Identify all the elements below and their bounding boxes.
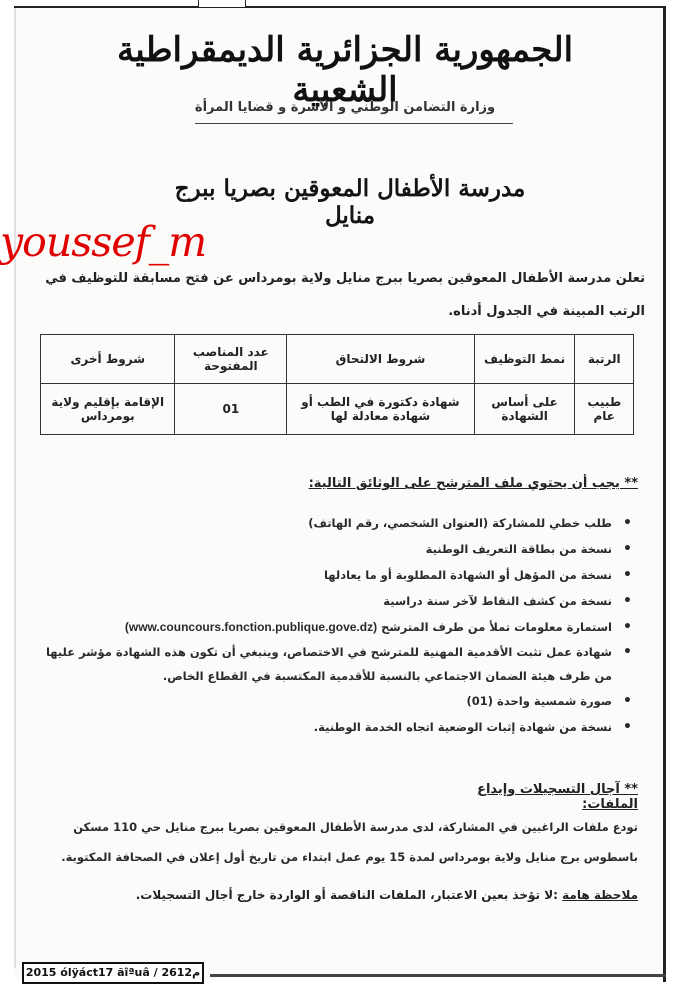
documents-list: [40, 510, 640, 740]
page-top-tab: [198, 0, 246, 8]
table-header-cell: نمط التوظيف: [474, 335, 575, 384]
bullet-icon: •: [623, 567, 632, 583]
table-row: [41, 384, 634, 435]
page-edge: [14, 8, 16, 968]
page-border-right: [663, 6, 666, 982]
school-heading: مدرسة الأطفال المعوقين بصريا ببرج منايل: [174, 175, 526, 229]
list-item: • نسخة من المؤهل أو الشهادة المطلوبة أو ما يعادلها: [40, 562, 640, 588]
important-note: [40, 888, 638, 902]
list-item: • طلب خطي للمشاركة (العنوان الشخصي، رقم الهاتف): [40, 510, 640, 536]
table-header-row: [41, 335, 634, 384]
page-border-top: [14, 6, 665, 8]
list-item: • نسخة من كشف النقاط لآخر سنة دراسية: [40, 588, 640, 614]
ministry-underline: [195, 123, 513, 124]
table-cell: الإقامة بإقليم ولاية بومرداس: [41, 384, 175, 435]
list-item: • صورة شمسية واحدة (01): [40, 688, 640, 714]
bullet-icon: •: [623, 644, 632, 660]
table-header-cell: شروط أخرى: [41, 335, 175, 384]
note-text: :لا تؤخذ بعين الاعتبار، الملفات الناقصة أو الواردة خارج أجال التسجيلات.: [135, 888, 558, 902]
bullet-icon: •: [623, 593, 632, 609]
bullet-icon: •: [623, 515, 632, 531]
documents-heading: ** يجب أن يحتوي ملف المترشح على الوثائق التالية:: [308, 476, 638, 491]
announcement-intro: تعلن مدرسة الأطفال المعوقين بصريا ببرج منايل ولاية بومرداس عن فتح مسابقة للتوظيف في الرتب المبينة في الجدول أدناه.: [45, 271, 645, 319]
bullet-icon: •: [623, 619, 632, 635]
deadline-heading: ** آجال التسجيلات وإيداع الملفات:: [477, 782, 638, 812]
note-label: ملاحظة هامة: [562, 888, 638, 902]
table-header-cell: الرتبة: [575, 335, 634, 384]
list-item: • شهادة عمل تثبت الأقدمية المهنية للمترشح في الاختصاص، وينبغي أن تكون هذه الشهادة مؤشر عليها من طرف هيئة الضمان الاجتماعي بالنسبة للأقدمية المكتسبة في القطاع الخاص.: [40, 640, 640, 688]
table-cell: طبيب عام: [575, 384, 634, 435]
table-cell: 01: [175, 384, 287, 435]
list-item: • نسخة من بطاقة التعريف الوطنية: [40, 536, 640, 562]
page-border-bottom: [210, 974, 666, 977]
list-item: • نسخة من شهادة إثبات الوضعية اتجاه الخدمة الوطنية.: [40, 714, 640, 740]
ministry-heading: وزارة التضامن الوطني و الأسرة و قضايا المرأة: [194, 100, 496, 115]
table-header-cell: عدد المناصب المفتوحة: [175, 335, 287, 384]
republic-heading: الجمهورية الجزائرية الديمقراطية الشعبية: [116, 30, 574, 110]
form-url: (www.councours.fonction.publique.gove.dz): [124, 620, 378, 634]
table-cell: على أساس الشهادة: [474, 384, 575, 435]
deadline-text: تودع ملفات الراغبين في المشاركة، لدى مدرسة الأطفال المعوقين بصريا ببرج منايل حي 110 مسكن باسطوس برج منايل ولاية بومرداس لمدة 15 يوم عمل ابتداء من تاريخ أول إعلان في الصحافة المكتوبة.: [61, 820, 638, 864]
positions-table: [40, 334, 634, 435]
watermark-text: youssef_m: [0, 218, 207, 266]
bullet-icon: •: [623, 693, 632, 709]
table-cell: شهادة دكتورة في الطب أو شهادة معادلة لها: [287, 384, 475, 435]
table-header-cell: شروط الالتحاق: [287, 335, 475, 384]
bullet-icon: •: [623, 541, 632, 557]
bullet-icon: •: [623, 719, 632, 735]
list-item: • استمارة معلومات تملأ من طرف المترشح (www.councours.fonction.publique.gove.dz): [40, 614, 640, 640]
footer-stamp: 2015 ólÿáct17 ãîªuâ / 2612م: [22, 962, 204, 984]
